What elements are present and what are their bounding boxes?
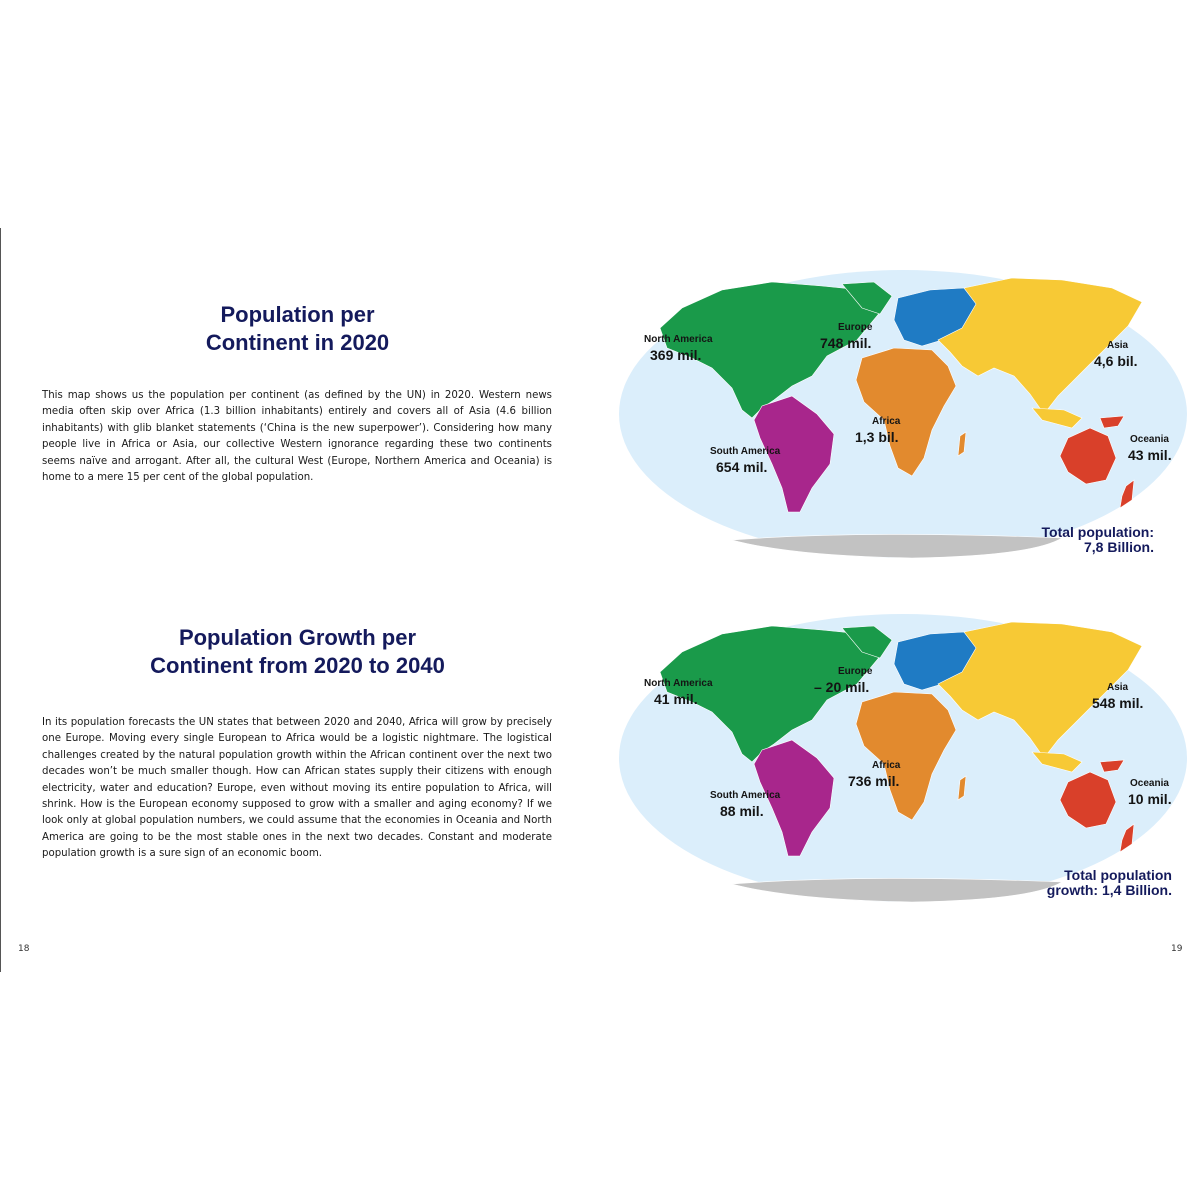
title-line-2: Continent from 2020 to 2040 (150, 653, 445, 678)
value-asia: 4,6 bil. (1094, 353, 1138, 369)
label-south-america: South America (710, 446, 781, 457)
page-number-right: 19 (1171, 944, 1183, 954)
label-oceania: Oceania (1130, 778, 1169, 789)
world-map-population-2020 (612, 268, 1194, 560)
total-line-2: 7,8 Billion. (1083, 539, 1154, 556)
value-europe: – 20 mil. (814, 679, 870, 695)
region-antarctica (732, 878, 1062, 902)
map-graphic (612, 612, 1194, 904)
title-line-1: Population Growth per (178, 625, 417, 650)
label-asia: Asia (1107, 682, 1129, 693)
page-edge-left (0, 228, 1, 972)
label-europe: Europe (838, 666, 873, 677)
value-north-america: 369 mil. (650, 347, 702, 363)
label-africa: Africa (872, 416, 901, 427)
map-graphic (612, 268, 1194, 560)
region-antarctica (732, 534, 1062, 558)
label-asia: Asia (1107, 340, 1129, 351)
title-line-2: Continent in 2020 (205, 330, 390, 355)
label-africa: Africa (872, 760, 901, 771)
value-africa: 1,3 bil. (855, 429, 899, 445)
total-line-2: growth: 1,4 Billion. (1046, 882, 1172, 899)
value-europe: 748 mil. (820, 335, 872, 351)
section-title-population-growth (60, 624, 535, 680)
value-africa: 736 mil. (848, 773, 900, 789)
label-europe: Europe (838, 322, 873, 333)
total-population-growth-label (1047, 868, 1172, 899)
value-oceania: 10 mil. (1128, 791, 1172, 807)
title-line-1: Population per (220, 302, 375, 327)
value-oceania: 43 mil. (1128, 447, 1172, 463)
total-population-label (1042, 525, 1155, 556)
page-number-left: 18 (18, 944, 30, 954)
label-south-america: South America (710, 790, 781, 801)
value-south-america: 654 mil. (716, 459, 768, 475)
label-north-america: North America (644, 678, 713, 689)
total-line-1: Total population: (1041, 524, 1154, 540)
label-oceania: Oceania (1130, 434, 1169, 445)
section-title-population-2020 (60, 301, 535, 357)
total-line-1: Total population (1064, 867, 1172, 883)
section-body-population-2020: This map shows us the population per continent (as defined by the UN) in 2020. Western news media often skip over Africa (1.3 billion inhabitants) entirely and covers all of Asia (4.6 billion inhabitants) with glib blanket statements (‘China is the new superpower’). Considering how many people live in Africa or Asia, our collective Western ignorance regarding these two continents seems naïve and arrogant. After all, the cultural West (Europe, Northern America and Oceania) is home to a mere 15 per cent of the global population. (42, 390, 552, 484)
value-north-america: 41 mil. (654, 691, 698, 707)
label-north-america: North America (644, 334, 713, 345)
value-south-america: 88 mil. (720, 803, 764, 819)
world-map-population-growth (612, 612, 1194, 904)
section-body-population-growth: In its population forecasts the UN states that between 2020 and 2040, Africa will grow by precisely one Europe. Moving every single European to Africa would be a logistic nightmare. The logistical challenges created by the natural population growth within the African continent over the next two decades won’t be much smaller though. How can African states supply their citizens with enough electricity, water and education? Europe, even without moving its entire population to Africa, will shrink. How is the European economy supposed to grow with a smaller and aging economy? If we look only at global population numbers, we could assume that the economies in Oceania and North America are going to be the most stable ones in the next two decades. Constant and moderate population growth is a sure sign of an economic boom. (42, 717, 552, 860)
value-asia: 548 mil. (1092, 695, 1144, 711)
